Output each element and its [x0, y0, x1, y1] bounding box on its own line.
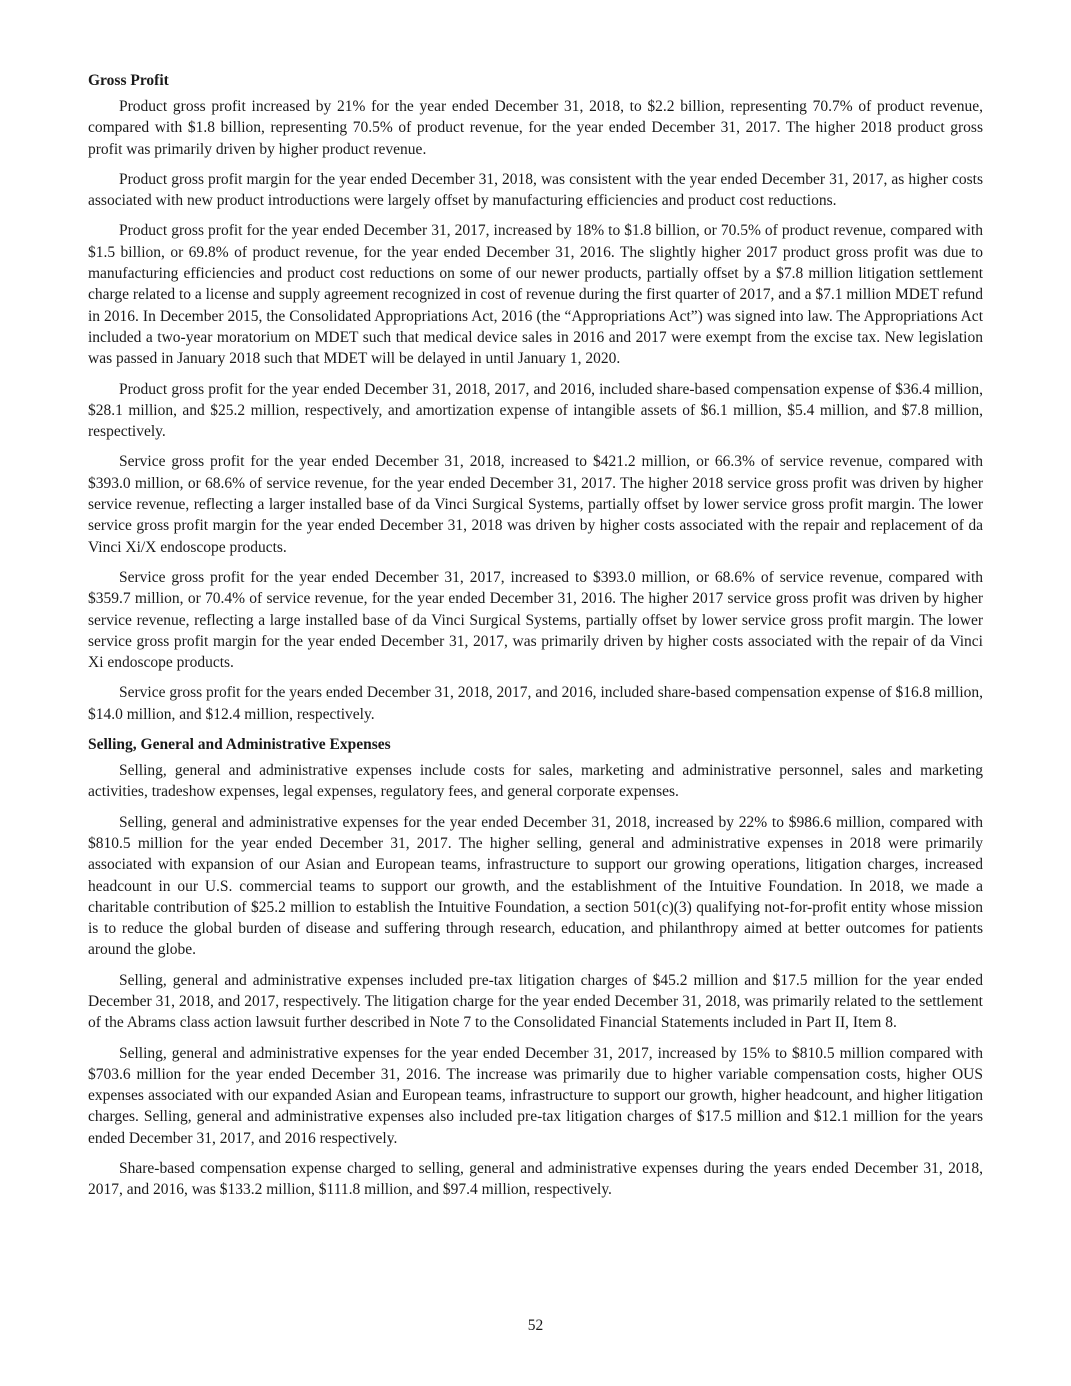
paragraph: Selling, general and administrative expenses included pre-tax litigation charges of $45.2 million and $17.5 million for the year ended December 31, 2018, and 2017, respectively. The litigation charge for the year ended December 31, 2018, was primarily related to the settlement of the Abrams class action lawsuit further described in Note 7 to the Consolidated Financial Statements included in Part II, Item 8.: [88, 971, 983, 1032]
paragraph: Product gross profit margin for the year ended December 31, 2018, was consistent with the year ended December 31, 2017, as higher costs associated with new product introductions were largely offset by manufacturing efficiencies and product cost reductions.: [88, 170, 983, 210]
section-sga-expenses: [88, 734, 983, 1201]
paragraph: Service gross profit for the years ended December 31, 2018, 2017, and 2016, included share-based compensation expense of $16.8 million, $14.0 million, and $12.4 million, respectively.: [88, 684, 983, 723]
paragraph: Selling, general and administrative expenses include costs for sales, marketing and administrative personnel, sales and marketing activities, tradeshow expenses, legal expenses, regulatory fees, and general corporate expenses.: [88, 762, 983, 801]
paragraph: Share-based compensation expense charged to selling, general and administrative expenses during the years ended December 31, 2018, 2017, and 2016, was $133.2 million, $111.8 million, and $97.4 million, respectively.: [88, 1160, 983, 1199]
paragraph: Product gross profit for the year ended December 31, 2017, increased by 18% to $1.8 billion, or 70.5% of product revenue, compared with $1.5 billion, or 69.8% of product revenue, for the year ended December 31, 2016. The slightly higher 2017 product gross profit was due to manufacturing efficiencies and product cost reductions on some of our newer products, partially offset by a $7.8 million litigation settlement charge related to a license and supply agreement recognized in cost of revenue during the first quarter of 2017, and a $7.1 million MDET refund in 2016. In December 2015, the Consolidated Appropriations Act, 2016 (the “Appropriations Act”) was signed into law. The Appropriations Act included a two-year moratorium on MDET such that medical device sales in 2016 and 2017 were exempt from the excise tax. New legislation was passed in January 2018 such that MDET will be delayed in until January 1, 2020.: [88, 222, 983, 368]
paragraph: Selling, general and administrative expenses for the year ended December 31, 2017, increased by 15% to $810.5 million compared with $703.6 million for the year ended December 31, 2016. The increase was primarily due to higher variable compensation costs, higher OUS expenses associated with our expanded Asian and European teams, infrastructure to support our growth, higher headcount, and higher litigation charges. Selling, general and administrative expenses also included pre-tax litigation charges of $17.5 million and $12.1 million for the years ended December 31, 2017, and 2016 respectively.: [88, 1044, 983, 1147]
document-page: [88, 70, 983, 1210]
page-number: 52: [527, 1317, 544, 1334]
paragraph: Service gross profit for the year ended December 31, 2017, increased to $393.0 million, or 68.6% of service revenue, compared with $359.7 million, or 70.4% of service revenue, for the year ended December 31, 2016. The higher 2017 service gross profit was driven by higher service revenue, reflecting a large installed base of da Vinci Surgical Systems, partially offset by lower service gross profit margin. The lower service gross profit margin for the year ended December 31, 2017, was primarily driven by higher costs associated with the repair of da Vinci Xi endoscope products.: [88, 568, 983, 672]
paragraph: Product gross profit increased by 21% for the year ended December 31, 2018, to $2.2 billion, representing 70.7% of product revenue, compared with $1.8 billion, representing 70.5% of product revenue, for the year ended December 31, 2017. The higher 2018 product gross profit was primarily driven by higher product revenue.: [88, 98, 983, 158]
paragraph: Product gross profit for the year ended December 31, 2018, 2017, and 2016, included share-based compensation expense of $36.4 million, $28.1 million, and $25.2 million, respectively, and amortization expense of intangible assets of $6.1 million, $5.4 million, and $7.8 million, respectively.: [88, 380, 983, 441]
section-heading: Selling, General and Administrative Expenses: [88, 736, 391, 754]
paragraph: Service gross profit for the year ended December 31, 2018, increased to $421.2 million, or 66.3% of service revenue, compared with $393.0 million, or 68.6% of service revenue, for the year ended December 31, 2017. The higher 2018 service gross profit was driven by higher service revenue, reflecting a larger installed base of da Vinci Surgical Systems, partially offset by lower service gross profit margin. The lower service gross profit margin for the year ended December 31, 2018 was driven by higher costs associated with the repair and replacement of da Vinci Xi/X endoscope products.: [88, 453, 983, 556]
paragraph: Selling, general and administrative expenses for the year ended December 31, 2018, increased by 22% to $986.6 million, compared with $810.5 million for the year ended December 31, 2017. The higher selling, general and administrative expenses in 2018 were primarily associated with expansion of our Asian and European teams, infrastructure to support our growing operations, litigation charges, increased headcount in our U.S. commercial teams to support our growth, and the establishment of the Intuitive Foundation. In 2018, we made a charitable contribution of $25.2 million to establish the Intuitive Foundation, a section 501(c)(3) qualifying not-for-profit entity whose mission is to reduce the global burden of disease and suffering through research, education, and philanthropy aimed at better outcomes for patients around the globe.: [88, 813, 983, 959]
section-gross-profit: [88, 70, 983, 725]
section-heading: Gross Profit: [88, 72, 169, 89]
